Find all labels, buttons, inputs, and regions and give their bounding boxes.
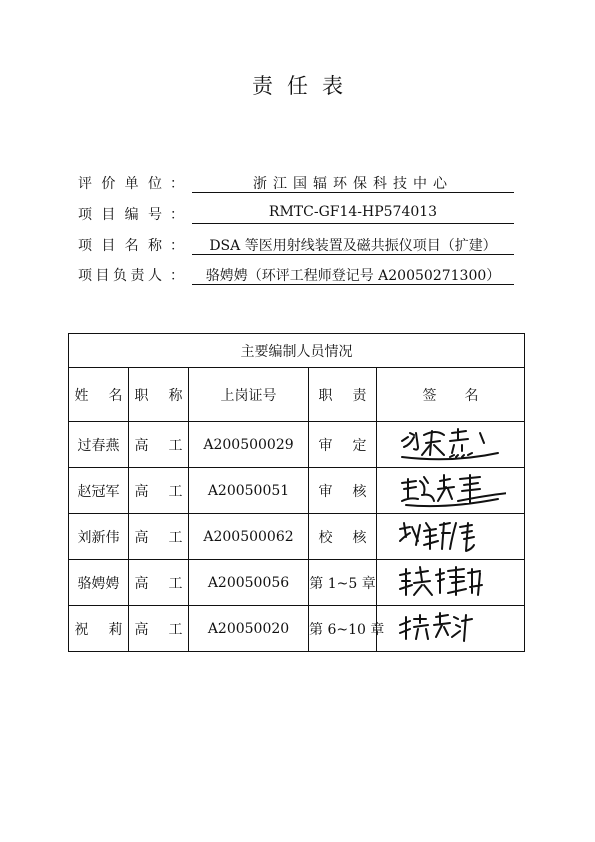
cert-number-cell	[189, 606, 309, 652]
project-name-value: DSA 等医用射线装置及磁共振仪项目（扩建）	[192, 235, 514, 255]
table-row	[69, 606, 525, 652]
info-colon: ：	[170, 268, 184, 284]
cert-number-cell-text: A200500062	[203, 528, 294, 545]
header-cert-label: 上岗证号	[220, 387, 277, 404]
title-cell	[129, 468, 189, 514]
info-row-project-name	[0, 233, 595, 257]
signature-stroke	[400, 567, 482, 595]
header-duty	[309, 368, 377, 422]
table-caption: 主要编制人员情况	[69, 334, 525, 368]
title-cell	[129, 422, 189, 468]
title-cell-text: 高 工	[134, 483, 183, 500]
cert-number-cell	[189, 514, 309, 560]
signature-stroke	[402, 429, 498, 459]
signature-stroke	[400, 613, 472, 641]
cert-number-cell-text: A20050051	[207, 482, 290, 499]
header-title-label: 职 称	[134, 387, 183, 404]
header-signature	[377, 368, 525, 422]
header-signature-label: 签 名	[422, 387, 479, 404]
info-colon: ：	[170, 176, 184, 192]
info-row-project-leader	[0, 263, 595, 287]
cert-number-cell-text: A20050056	[207, 574, 290, 591]
duty-cell-text: 审 核	[318, 483, 367, 500]
signature-guo-chunyan	[396, 427, 506, 463]
header-duty-label: 职 责	[318, 387, 367, 404]
duty-cell-text: 校 核	[318, 529, 367, 546]
cert-number-cell-text: A20050020	[207, 620, 290, 637]
duty-cell	[309, 422, 377, 468]
project-leader-value: 骆娉娉（环评工程师登记号 A20050271300）	[192, 265, 514, 285]
signature-cell	[377, 422, 525, 468]
project-name-label: 项 目 名 称	[78, 238, 162, 254]
title-cell-text: 高 工	[134, 575, 183, 592]
header-cert	[189, 368, 309, 422]
header-title	[129, 368, 189, 422]
project-number-label: 项 目 编 号	[78, 207, 162, 223]
page-title: 责任表	[252, 74, 357, 98]
signature-liu-xinwei	[396, 519, 506, 555]
table-row	[69, 468, 525, 514]
duty-cell-text: 审 定	[318, 437, 367, 454]
signature-stroke	[400, 523, 474, 551]
signature-stroke	[402, 475, 506, 506]
title-cell-text: 高 工	[134, 621, 183, 638]
table-row	[69, 514, 525, 560]
title-cell	[129, 514, 189, 560]
table-row	[69, 422, 525, 468]
duty-cell	[309, 514, 377, 560]
header-name	[69, 368, 129, 422]
duty-cell-text: 第 1~5 章	[309, 575, 376, 592]
duty-cell-text: 第 6~10 章	[309, 621, 385, 638]
name-cell-text: 祝 莉	[74, 621, 123, 638]
name-cell	[69, 468, 129, 514]
title-cell-text: 高 工	[134, 529, 183, 546]
project-leader-label: 项 目 负 责 人	[78, 268, 162, 284]
name-cell	[69, 422, 129, 468]
name-cell	[69, 560, 129, 606]
name-cell-text: 赵冠军	[77, 483, 120, 500]
info-colon: ：	[170, 238, 184, 254]
signature-cell	[377, 514, 525, 560]
info-row-evaluation-unit	[0, 171, 595, 195]
name-cell-text: 过春燕	[77, 437, 120, 454]
duty-cell	[309, 606, 385, 652]
signature-zhao-guanjun	[396, 473, 506, 509]
evaluation-unit-value: 浙江国辐环保科技中心	[192, 173, 514, 193]
staff-table	[68, 333, 525, 652]
name-cell	[69, 606, 129, 652]
name-cell	[69, 514, 129, 560]
title-cell	[129, 606, 189, 652]
duty-cell	[309, 560, 377, 606]
name-cell-text: 刘新伟	[77, 529, 120, 546]
signature-cell	[377, 560, 525, 606]
duty-cell	[309, 468, 377, 514]
cert-number-cell	[189, 468, 309, 514]
signature-luo-pingping	[396, 565, 506, 601]
name-cell-text: 骆娉娉	[77, 575, 120, 592]
info-colon: ：	[170, 207, 184, 223]
table-row	[69, 560, 525, 606]
evaluation-unit-label: 评 价 单 位	[78, 176, 162, 192]
cert-number-cell-text: A200500029	[203, 436, 294, 453]
signature-zhu-li	[396, 611, 506, 647]
title-cell-text: 高 工	[134, 437, 183, 454]
title-cell	[129, 560, 189, 606]
project-number-value: RMTC-GF14-HP574013	[192, 204, 514, 224]
table-header-row	[69, 368, 525, 422]
info-row-project-number	[0, 202, 595, 226]
signature-cell	[377, 468, 525, 514]
header-name-label: 姓 名	[74, 387, 123, 404]
cert-number-cell	[189, 560, 309, 606]
cert-number-cell	[189, 422, 309, 468]
signature-cell	[377, 606, 525, 652]
